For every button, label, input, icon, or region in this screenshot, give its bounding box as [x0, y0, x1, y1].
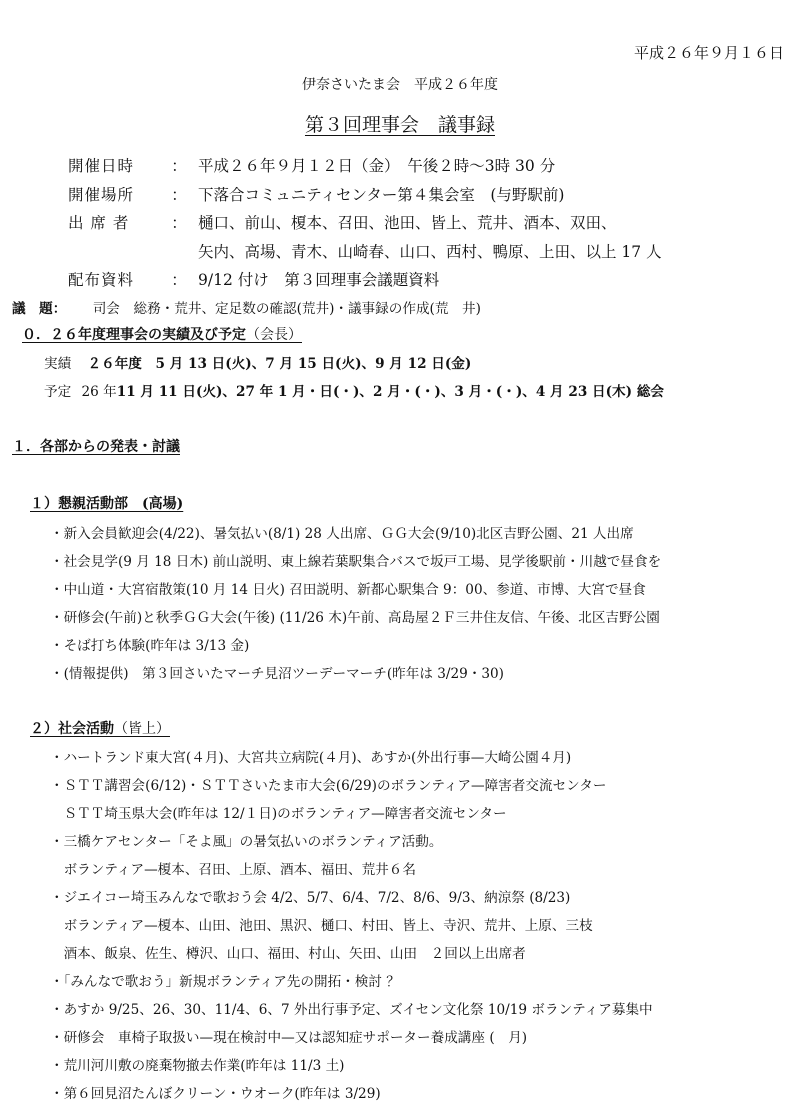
info-row-attendees-cont	[198, 240, 662, 262]
list-item: 酒本、飯泉、佐生、樽沢、山口、福田、村山、矢田、山田 ２回以上出席者	[50, 946, 526, 962]
list-item: ・研修会 車椅子取扱い—現在検討中—又は認知症サポーター養成講座 ( 月)	[50, 1030, 528, 1046]
list-item: ・研修会(午前)と秋季ＧＧ大会(午後) (11/26 木)午前、高島屋２Ｆ三井住友信、午後、北区吉野公園	[50, 610, 660, 626]
info-value: 矢内、高場、青木、山崎春、山口、西村、鴨原、上田、以上 17 人	[198, 243, 662, 261]
list-item: ボランティア—榎本、召田、上原、酒本、福田、荒井６名	[50, 862, 416, 878]
info-value: 9/12 付け 第３回理事会議題資料	[198, 271, 440, 289]
list-item: ・三橋ケアセンター「そよ風」の暑気払いのボランティア活動。	[50, 834, 443, 850]
plan-prefix: 26 年	[81, 384, 117, 400]
actual-label: 実績	[44, 356, 72, 372]
info-colon: ：	[171, 186, 187, 204]
info-colon: ：	[171, 214, 187, 232]
info-colon: ：	[171, 271, 187, 289]
document-title	[0, 110, 800, 137]
list-item: ＳＴＴ埼玉県大会(昨年は 12/１日)のボランティア—障害者交流センター	[50, 806, 507, 822]
list-item: ・荒川河川敷の廃棄物撤去作業(昨年は 11/3 土)	[50, 1058, 345, 1074]
list-item: ・新入会員歓迎会(4/22)、暑気払い(8/1) 28 人出席、ＧＧ大会(9/10)北区吉野公園、21 人出席	[50, 526, 634, 542]
dept2-title: ２）社会活動	[30, 721, 114, 737]
info-row-datetime	[68, 154, 555, 176]
list-item: ・(情報提供) 第３回さいたマーチ見沼ツーデーマーチ(昨年は 3/29・30)	[50, 666, 504, 682]
list-item: ・ハートランド東大宮(４月)、大宮共立病院(４月)、あすか(外出行事—大崎公園４月)	[50, 750, 572, 766]
list-item: ボランティア—榎本、山田、池田、黒沢、樋口、村田、皆上、寺沢、荒井、上原、三枝	[50, 918, 593, 934]
section0-actual	[44, 352, 471, 372]
plan-dates: 11 月 11 日(火)、27 年 1 月・日(・)、2 月・(・)、3 月・(・)、4 月 23 日(木) 総会	[116, 384, 665, 400]
list-item: ・第６回見沼たんぼクリーン・ウオーク(昨年は 3/29)	[50, 1086, 381, 1102]
section1-title: １．各部からの発表・討議	[12, 439, 180, 455]
dept1-title: １）懇親活動部 (高場)	[30, 496, 184, 512]
document-date: 平成２６年９月１６日	[633, 44, 784, 62]
agenda-text: 司会 総務・荒井、定足数の確認(荒井)・議事録の作成(荒 井)	[92, 301, 481, 317]
info-row-attendees	[68, 211, 617, 233]
dept1-heading	[30, 493, 183, 513]
section1-heading	[12, 436, 180, 456]
info-row-venue	[68, 183, 564, 205]
list-item: ・ジエイコー埼玉みんなで歌おう会 4/2、5/7、6/4、7/2、8/6、9/3、納涼祭 (8/23)	[50, 890, 571, 906]
agenda-label: 議 題：	[12, 301, 67, 317]
section0-by: （会長）	[246, 327, 302, 343]
organization-line: 伊奈さいたま会 平成２６年度	[302, 77, 498, 93]
list-item: ・そば打ち体験(昨年は 3/13 金)	[50, 638, 250, 654]
agenda-line	[12, 297, 481, 317]
info-value: 平成２６年９月１２日（金） 午後２時〜3時 30 分	[198, 157, 556, 175]
dept2-by: （皆上）	[114, 721, 170, 737]
info-colon: ：	[171, 157, 187, 175]
section0-plan	[44, 380, 664, 400]
actual-dates: ２６年度 5 月 13 日(火)、7 月 15 日(火)、9 月 12 日(金)	[87, 356, 472, 372]
list-item: ・あすか 9/25、26、30、11/4、6、7 外出行事予定、ズイセン文化祭 10/19 ボランティア募集中	[50, 1002, 653, 1018]
list-item: ・「みんなで歌おう」新規ボランティア先の開拓・検討 ？	[50, 974, 400, 990]
section0-heading	[22, 324, 302, 344]
info-value: 下落合コミュニティセンター第４集会室 (与野駅前)	[198, 186, 565, 204]
document-title-text: 第３回理事会 議事録	[304, 114, 495, 136]
dept2-heading	[30, 718, 170, 738]
plan-label: 予定	[44, 384, 72, 400]
info-value: 樋口、前山、榎本、召田、池田、皆上、荒井、酒本、双田、	[198, 214, 617, 232]
section0-title: ０．２６年度理事会の実績及び予定	[22, 327, 246, 343]
list-item: ・中山道・大宮宿散策(10 月 14 日火) 召田説明、新都心駅集合 9：00、参道、市博、大宮で昼食	[50, 582, 646, 598]
info-row-materials	[68, 268, 439, 290]
list-item: ・ＳＴＴ講習会(6/12)・ＳＴＴさいたま市大会(6/29)のボランティア—障害者交流センター	[50, 778, 607, 794]
info-label: 出 席 者	[68, 214, 130, 232]
info-label: 開催場所	[68, 186, 135, 204]
list-item: ・社会見学(9 月 18 日木) 前山説明、東上線若葉駅集合バスで坂戸工場、見学後駅前・川越で昼食を	[50, 554, 662, 570]
info-label: 配布資料	[68, 271, 135, 289]
info-label: 開催日時	[68, 157, 135, 175]
